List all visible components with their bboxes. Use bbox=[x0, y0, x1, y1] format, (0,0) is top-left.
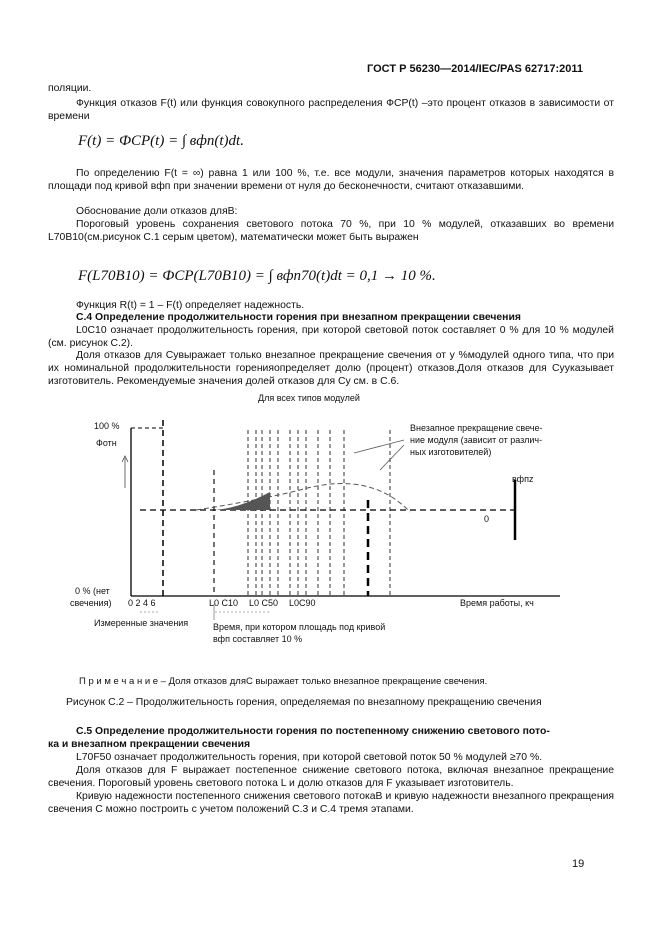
x-tick-l0c10: L0 C10 bbox=[209, 598, 239, 608]
area-annotation: вфп составляет 10 % bbox=[213, 634, 303, 644]
paragraph: L70F50 означает продолжительность горения, при которой световой поток 50 % модулей ≥70 %. bbox=[76, 752, 543, 763]
figure-caption: Рисунок С.2 – Продолжительность горения, определяемая по внезапному прекращению свечения bbox=[66, 697, 542, 708]
section-heading-c5: С.5 Определение продолжительности горения по постепенному снижению светового пото- bbox=[76, 726, 550, 737]
annotation-arrow-icon bbox=[354, 440, 404, 453]
paragraph: По определению F(t = ∞) равна 1 или 100 %, т.е. все модули, значения параметров которых находятся в площади под кривой вфп при значении времени от нуля до бесконечности, считают отказавшими. bbox=[48, 168, 614, 192]
page-header: ГОСТ Р 56230—2014/IEC/PAS 62717:2011 bbox=[367, 63, 583, 75]
paragraph: Пороговый уровень сохранения светового потока 70 %, при 10 % модулей, отказавших во времени L70B10(см.рисунок С.1 серым цветом), математически может быть выражен bbox=[48, 219, 614, 243]
x-tick-labels: 0 2 4 6 bbox=[128, 598, 156, 608]
annotation: ных изготовителей) bbox=[410, 447, 492, 457]
paragraph: Функция отказов F(t) или функция совокупного распределения ФСР(t) –это процент отказов в зависимости от времени bbox=[48, 98, 614, 122]
curve-label: вфпz bbox=[512, 474, 534, 484]
area-annotation: Время, при котором площадь под кривой bbox=[213, 622, 386, 632]
formula-b10: F(L70B10) = ФСР(L70B10) = ∫ вфп70(t)dt = 0,1 → 10 %. bbox=[78, 268, 436, 284]
annotation: Внезапное прекращение свече- bbox=[410, 423, 543, 433]
figure-title: Для всех типов модулей bbox=[258, 393, 360, 403]
paragraph: L0C10 означает продолжительность горения, при которой световой поток составляет 0 % для 10 % модулей (см. рисунок С.2). bbox=[48, 325, 614, 349]
paragraph: Доля отказов для F выражает постепенное снижение светового потока, включая внезапное прекращение свечения. Пороговый уровень светового потока L и долю отказов для F указывает изготовитель. bbox=[48, 765, 614, 789]
paragraph: Функция R(t) = 1 – F(t) определяет надежность. bbox=[76, 300, 305, 311]
figure-note: П р и м е ч а н и е – Доля отказов дляC выражает только внезапное прекращение свечения. bbox=[79, 676, 488, 687]
formula-cdf: F(t) = ФСР(t) = ∫ вфп(t)dt. bbox=[78, 133, 244, 149]
y-axis-name: Фотн bbox=[96, 438, 117, 448]
x-axis-label: Время работы, кч bbox=[460, 598, 534, 608]
page-number: 19 bbox=[572, 858, 585, 870]
y-top-label: 100 % bbox=[94, 421, 120, 431]
annotation-arrow-icon bbox=[380, 445, 404, 470]
distribution-curve bbox=[196, 484, 410, 512]
paragraph: Обоснование доли отказов дляB: bbox=[76, 206, 238, 217]
y-bottom-label: 0 % (нет bbox=[75, 586, 110, 596]
y-bottom-label: свечения) bbox=[70, 598, 112, 608]
zero-label: 0 bbox=[484, 514, 490, 524]
measured-label: Измеренные значения bbox=[94, 618, 189, 628]
x-tick-l0c90: L0C90 bbox=[289, 598, 316, 608]
annotation: ние модуля (зависит от различ- bbox=[410, 435, 543, 445]
paragraph: Доля отказов для Cyвыражает только внезапное прекращение свечения от y %модулей одного типа, что при их номинальной продолжительности горенияопределяет долю (процент) отказов.Доля отказов для Cyуказывает изготовитель. Рекомендуемые значения долей отказов для Cy см. в С.6. bbox=[48, 350, 614, 387]
section-heading-c4: С.4 Определение продолжительности горения при внезапном прекращении свечения bbox=[76, 312, 521, 323]
paragraph: поляции. bbox=[48, 83, 92, 94]
paragraph: Кривую надежности постепенного снижения светового потокаB и кривую надежности внезапного прекращения свечения C можно построить с учетом положений С.3 и С.4 тремя этапами. bbox=[48, 791, 614, 815]
x-tick-l0c50: L0 C50 bbox=[249, 598, 279, 608]
section-heading-c5: ка и внезапном прекращении свечения bbox=[48, 739, 251, 750]
